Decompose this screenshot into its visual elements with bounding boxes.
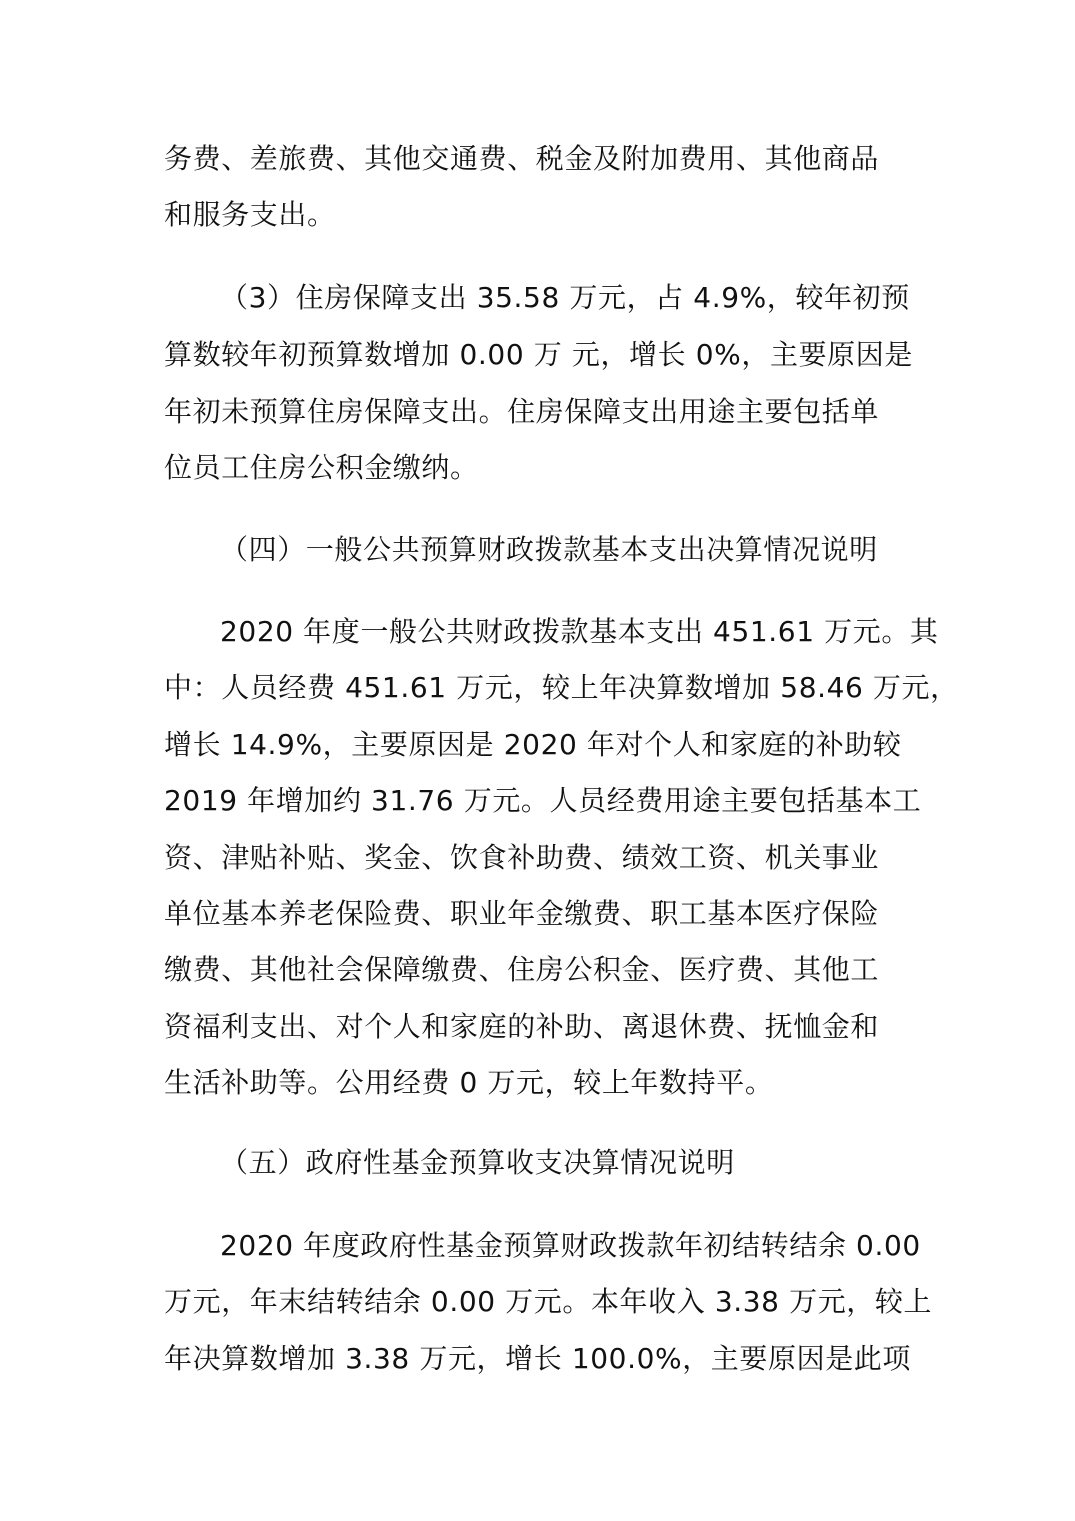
text-line-1: 务费、差旅费、其他交通费、税金及附加费用、其他商品 (164, 142, 880, 175)
text-line-15: 资福利支出、对个人和家庭的补助、离退休费、抚恤金和 (164, 1010, 880, 1043)
text-line-11: 2019 年增加约 31.76 万元。人员经费用途主要包括基本工 (164, 784, 922, 817)
text-line-5: 年初未预算住房保障支出。住房保障支出用途主要包括单 (164, 395, 880, 428)
text-line-19: 万元，年末结转结余 0.00 万元。本年收入 3.38 万元，较上 (164, 1285, 933, 1318)
text-line-14: 缴费、其他社会保障缴费、住房公积金、医疗费、其他工 (164, 953, 880, 986)
text-line-9: 中：人员经费 451.61 万元，较上年决算数增加 58.46 万元， (164, 671, 959, 704)
section-heading-4: （四）一般公共预算财政拨款基本支出决算情况说明 (220, 533, 878, 566)
text-line-13: 单位基本养老保险费、职业年金缴费、职工基本医疗保险 (164, 897, 880, 930)
text-line-12: 资、津贴补贴、奖金、饮食补助费、绩效工资、机关事业 (164, 841, 880, 874)
text-line-18: 2020 年度政府性基金预算财政拨款年初结转结余 0.00 (220, 1229, 921, 1262)
section-heading-5: （五）政府性基金预算收支决算情况说明 (220, 1146, 735, 1179)
text-line-10: 增长 14.9%，主要原因是 2020 年对个人和家庭的补助较 (164, 728, 902, 761)
text-line-2: 和服务支出。 (164, 198, 336, 231)
text-line-4: 算数较年初预算数增加 0.00 万 元，增长 0%，主要原因是 (164, 338, 913, 371)
text-line-16: 生活补助等。公用经费 0 万元，较上年数持平。 (164, 1066, 774, 1099)
text-line-3: （3）住房保障支出 35.58 万元，占 4.9%，较年初预 (220, 281, 910, 314)
text-line-20: 年决算数增加 3.38 万元，增长 100.0%，主要原因是此项 (164, 1342, 912, 1375)
text-line-6: 位员工住房公积金缴纳。 (164, 451, 479, 484)
text-line-8: 2020 年度一般公共财政拨款基本支出 451.61 万元。其 (220, 615, 939, 648)
